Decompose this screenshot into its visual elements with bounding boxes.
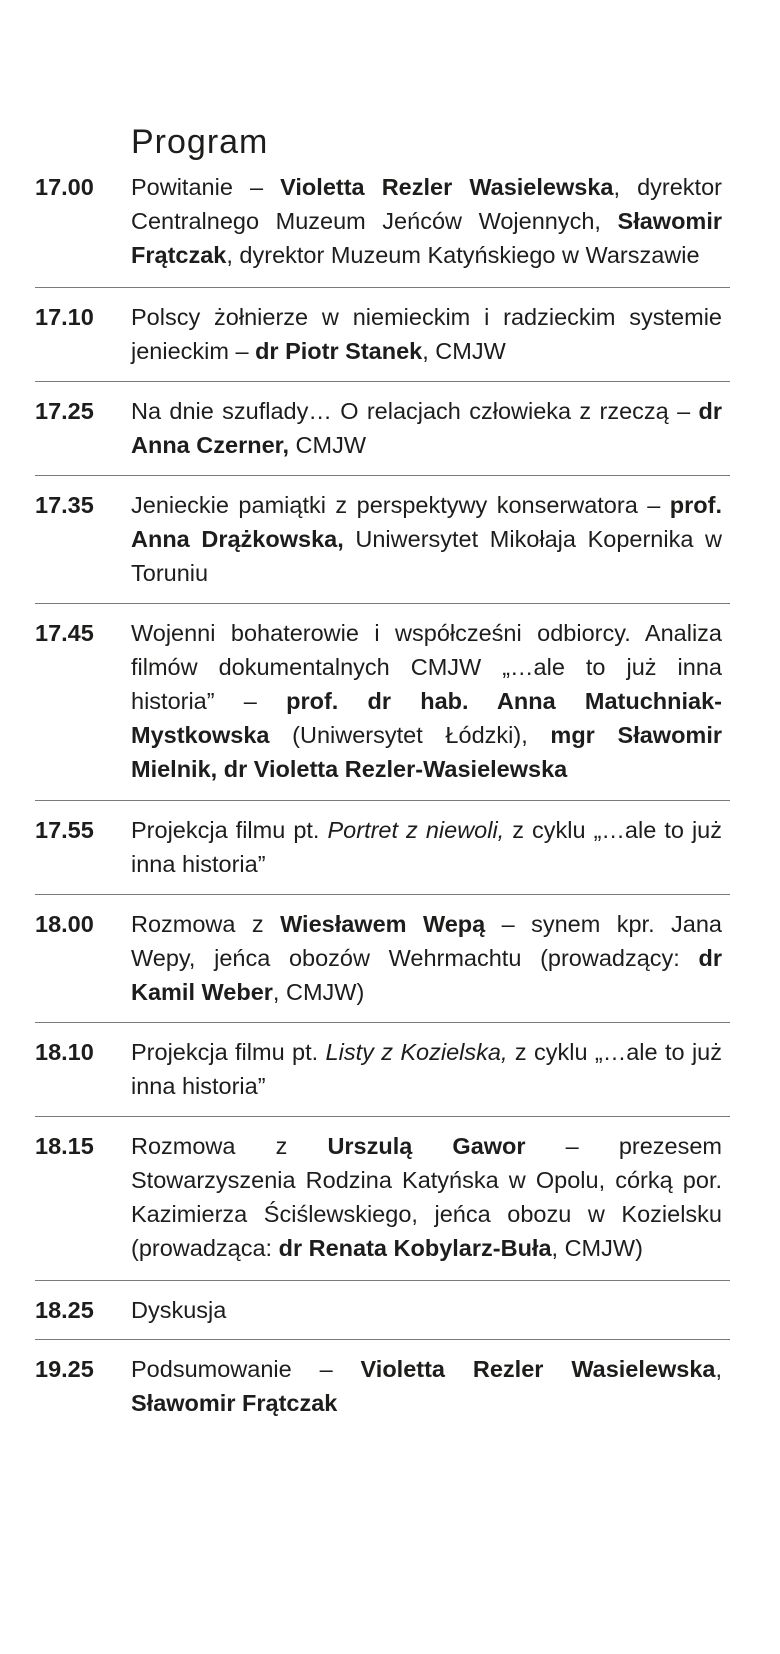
speaker-name: dr Renata Kobylarz-Buła: [278, 1235, 552, 1261]
description-text: Dyskusja: [131, 1297, 227, 1323]
schedule-row: [35, 1023, 730, 1117]
description-text: , CMJW: [422, 338, 506, 364]
schedule-time: 18.25: [35, 1297, 94, 1323]
description-text: (Uniwersytet Łódzki),: [269, 722, 551, 748]
film-title: Portret z niewoli,: [327, 817, 505, 843]
description-text: – synem kpr. Jana Wepy, jeńca obozów Wehrmachtu (prowadzący:: [131, 911, 722, 971]
speaker-name: dr Kamil Weber: [131, 945, 722, 1005]
description-text: Polscy żołnierze w niemieckim i radzieckim systemie jenieckim –: [131, 304, 722, 364]
description-text: Powitanie –: [131, 174, 281, 200]
schedule-description: [131, 1129, 730, 1265]
description-text: – prezesem Stowarzyszenia Rodzina Katyńska w Opolu, córką por. Kazimierza Ściślewskiego, jeńca obozu w Kozielsku (prowadząca:: [131, 1133, 723, 1261]
schedule-row: [35, 1281, 730, 1340]
description-text: Uniwersytet Mikołaja Kopernika w Toruniu: [131, 526, 723, 586]
schedule-time: 17.35: [35, 492, 94, 518]
speaker-name: Sławomir Frątczak: [131, 208, 722, 268]
schedule-description: [131, 616, 730, 786]
schedule-description: [131, 1035, 730, 1103]
schedule-row: [35, 382, 730, 476]
schedule-time: 17.10: [35, 304, 94, 330]
schedule-description: [131, 1352, 730, 1420]
page-title: Program: [131, 122, 269, 161]
speaker-name: dr Piotr Stanek: [255, 338, 423, 364]
schedule-row: [35, 1340, 730, 1432]
schedule-description: [131, 488, 730, 590]
description-text: Na dnie szuflady… O relacjach człowieka z rzeczą –: [131, 398, 699, 424]
schedule-row: [35, 476, 730, 604]
schedule-row: [35, 288, 730, 382]
schedule-time: 18.15: [35, 1133, 94, 1159]
schedule-description: [131, 170, 730, 272]
program-list: [35, 170, 730, 1432]
description-text: Rozmowa z: [131, 911, 281, 937]
schedule-time: 17.25: [35, 398, 94, 424]
description-text: , dyrektor Muzeum Katyńskiego w Warszawie: [226, 242, 700, 268]
speaker-name: prof. Anna Drążkowska,: [131, 492, 722, 552]
schedule-description: [131, 907, 730, 1009]
speaker-name: Violetta Rezler Wasielewska: [280, 174, 614, 200]
schedule-row: [35, 895, 730, 1023]
description-text: Projekcja filmu pt.: [131, 817, 328, 843]
speaker-name: Violetta Rezler Wasielewska: [360, 1356, 716, 1382]
description-text: , CMJW): [551, 1235, 643, 1261]
schedule-row: [35, 604, 730, 801]
speaker-name: mgr Sławomir Mielnik, dr Violetta Rezler-Wasielewska: [131, 722, 722, 782]
schedule-time: 17.55: [35, 817, 94, 843]
description-text: Wojenni bohaterowie i współcześni odbiorcy. Analiza filmów dokumentalnych CMJW „…ale to już inna historia” –: [131, 620, 722, 714]
description-text: z cyklu „…ale to już inna historia”: [131, 1039, 723, 1099]
speaker-name: dr Anna Czerner,: [131, 398, 722, 458]
schedule-time: 17.45: [35, 620, 94, 646]
description-text: Projekcja filmu pt.: [131, 1039, 326, 1065]
description-text: , CMJW): [272, 979, 365, 1005]
description-text: ,: [715, 1356, 722, 1382]
schedule-row: [35, 1117, 730, 1281]
schedule-description: [131, 813, 730, 881]
speaker-name: Wiesławem Wepą: [280, 911, 486, 937]
speaker-name: Sławomir Frątczak: [131, 1390, 338, 1416]
description-text: Rozmowa z: [131, 1133, 328, 1159]
schedule-description: [131, 1293, 730, 1327]
description-text: Jenieckie pamiątki z perspektywy konserwatora –: [131, 492, 670, 518]
speaker-name: prof. dr hab. Anna Matuchniak-Mystkowska: [131, 688, 722, 748]
description-text: Podsumowanie –: [131, 1356, 361, 1382]
film-title: Listy z Kozielska,: [325, 1039, 508, 1065]
description-text: z cyklu „…ale to już inna historia”: [131, 817, 723, 877]
description-text: , dyrektor Centralnego Muzeum Jeńców Wojennych,: [131, 174, 722, 234]
schedule-description: [131, 394, 730, 462]
schedule-row: [35, 170, 730, 288]
description-text: CMJW: [289, 432, 367, 458]
schedule-time: 17.00: [35, 174, 94, 200]
schedule-time: 19.25: [35, 1356, 94, 1382]
schedule-time: 18.10: [35, 1039, 94, 1065]
schedule-description: [131, 300, 730, 368]
schedule-time: 18.00: [35, 911, 94, 937]
speaker-name: Urszulą Gawor: [327, 1133, 526, 1159]
schedule-row: [35, 801, 730, 895]
